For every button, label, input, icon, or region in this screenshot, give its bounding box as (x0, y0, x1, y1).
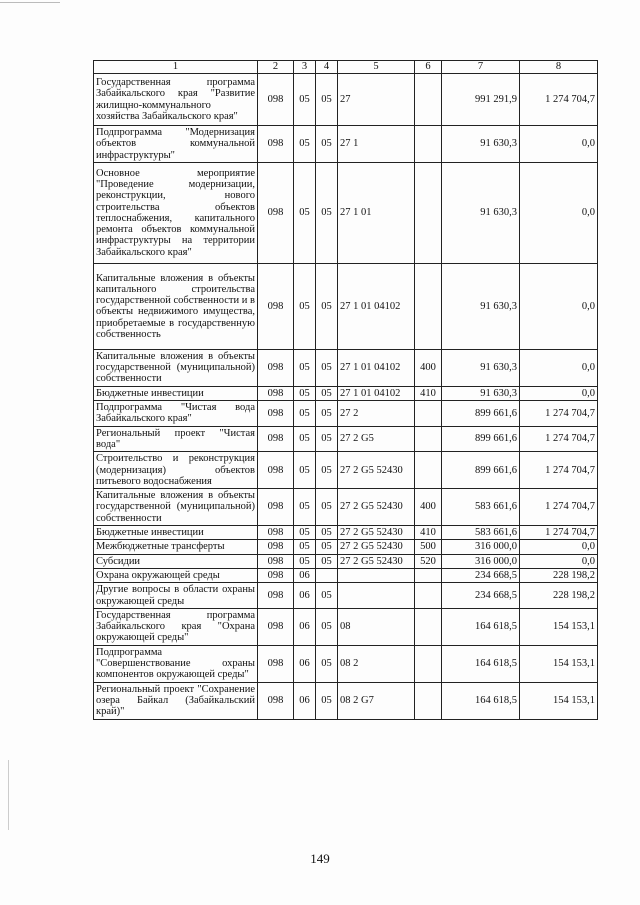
row-name-cell: Подпрограмма "Совершенствование охраны компонентов окружающей среды" (94, 645, 258, 682)
section-code-cell: 05 (294, 386, 316, 400)
subsection-code-cell: 05 (316, 74, 338, 126)
section-code-cell: 05 (294, 349, 316, 386)
amount-year2-cell: 154 153,1 (520, 682, 598, 719)
target-article-cell (338, 583, 415, 609)
grbs-code-cell: 098 (258, 401, 294, 427)
row-name-cell: Охрана окружающей среды (94, 568, 258, 582)
amount-year1-cell: 991 291,9 (442, 74, 520, 126)
target-article-cell: 27 2 G5 52430 (338, 452, 415, 489)
subsection-code-cell: 05 (316, 608, 338, 645)
grbs-code-cell: 098 (258, 568, 294, 582)
row-name-cell: Строительство и реконструкция (модернизация) объектов питьевого водоснабжения (94, 452, 258, 489)
expense-type-cell (415, 608, 442, 645)
grbs-code-cell: 098 (258, 526, 294, 540)
column-header-4: 4 (316, 61, 338, 74)
subsection-code-cell: 05 (316, 452, 338, 489)
row-name-cell: Бюджетные инвестиции (94, 386, 258, 400)
grbs-code-cell: 098 (258, 426, 294, 452)
amount-year2-cell: 228 198,2 (520, 568, 598, 582)
amount-year2-cell: 228 198,2 (520, 583, 598, 609)
grbs-code-cell: 098 (258, 608, 294, 645)
table-row (94, 126, 598, 163)
grbs-code-cell: 098 (258, 386, 294, 400)
table-header (94, 61, 598, 74)
column-header-5: 5 (338, 61, 415, 74)
section-code-cell: 06 (294, 608, 316, 645)
grbs-code-cell: 098 (258, 489, 294, 526)
expense-type-cell (415, 263, 442, 349)
subsection-code-cell: 05 (316, 489, 338, 526)
amount-year1-cell: 91 630,3 (442, 263, 520, 349)
section-code-cell: 05 (294, 540, 316, 554)
section-code-cell: 05 (294, 452, 316, 489)
target-article-cell: 27 2 (338, 401, 415, 427)
table-row (94, 162, 598, 263)
amount-year1-cell: 234 668,5 (442, 583, 520, 609)
column-header-3: 3 (294, 61, 316, 74)
target-article-cell: 27 1 01 04102 (338, 349, 415, 386)
row-name-cell: Капитальные вложения в объекты государственной (муниципальной) собственности (94, 489, 258, 526)
expense-type-cell (415, 401, 442, 427)
grbs-code-cell: 098 (258, 452, 294, 489)
scan-artifact-top (0, 2, 60, 3)
amount-year1-cell: 164 618,5 (442, 608, 520, 645)
section-code-cell: 05 (294, 489, 316, 526)
row-name-cell: Субсидии (94, 554, 258, 568)
amount-year1-cell: 899 661,6 (442, 426, 520, 452)
expense-type-cell (415, 568, 442, 582)
row-name-cell: Другие вопросы в области охраны окружающей среды (94, 583, 258, 609)
amount-year2-cell: 0,0 (520, 162, 598, 263)
subsection-code-cell: 05 (316, 263, 338, 349)
target-article-cell (338, 568, 415, 582)
expense-type-cell: 500 (415, 540, 442, 554)
budget-table (93, 60, 598, 720)
grbs-code-cell: 098 (258, 126, 294, 163)
table-row (94, 645, 598, 682)
column-header-6: 6 (415, 61, 442, 74)
row-name-cell: Государственная программа Забайкальского края "Развитие жилищно-коммунального хозяйства Забайкальского края" (94, 74, 258, 126)
expense-type-cell: 520 (415, 554, 442, 568)
section-code-cell: 05 (294, 554, 316, 568)
target-article-cell: 08 (338, 608, 415, 645)
amount-year2-cell: 1 274 704,7 (520, 74, 598, 126)
expense-type-cell (415, 426, 442, 452)
expense-type-cell: 410 (415, 526, 442, 540)
section-code-cell: 05 (294, 126, 316, 163)
page-number: 149 (310, 851, 330, 866)
amount-year2-cell: 0,0 (520, 540, 598, 554)
table-row (94, 401, 598, 427)
subsection-code-cell: 05 (316, 682, 338, 719)
amount-year2-cell: 154 153,1 (520, 645, 598, 682)
subsection-code-cell: 05 (316, 126, 338, 163)
table-row (94, 608, 598, 645)
amount-year1-cell: 164 618,5 (442, 682, 520, 719)
amount-year1-cell: 91 630,3 (442, 162, 520, 263)
expense-type-cell (415, 645, 442, 682)
amount-year1-cell: 583 661,6 (442, 489, 520, 526)
subsection-code-cell: 05 (316, 401, 338, 427)
grbs-code-cell: 098 (258, 349, 294, 386)
table-row (94, 554, 598, 568)
table-row (94, 583, 598, 609)
amount-year1-cell: 899 661,6 (442, 452, 520, 489)
section-code-cell: 05 (294, 526, 316, 540)
table-body (94, 74, 598, 720)
section-code-cell: 05 (294, 426, 316, 452)
row-name-cell: Основное мероприятие "Проведение модернизации, реконструкции, нового строительства объектов теплоснабжения, капитального ремонта объектов коммунальной инфраструктуры на территории Забайкальского края" (94, 162, 258, 263)
amount-year2-cell: 0,0 (520, 386, 598, 400)
amount-year1-cell: 316 000,0 (442, 554, 520, 568)
column-header-2: 2 (258, 61, 294, 74)
subsection-code-cell: 05 (316, 540, 338, 554)
table-row (94, 263, 598, 349)
target-article-cell: 27 2 G5 52430 (338, 526, 415, 540)
expense-type-cell (415, 74, 442, 126)
expense-type-cell: 400 (415, 349, 442, 386)
grbs-code-cell: 098 (258, 74, 294, 126)
table-row (94, 526, 598, 540)
expense-type-cell (415, 682, 442, 719)
subsection-code-cell: 05 (316, 526, 338, 540)
amount-year2-cell: 1 274 704,7 (520, 489, 598, 526)
row-name-cell: Подпрограмма "Чистая вода Забайкальского края" (94, 401, 258, 427)
target-article-cell: 08 2 (338, 645, 415, 682)
row-name-cell: Региональный проект "Сохранение озера Байкал (Забайкальский край)" (94, 682, 258, 719)
table-row (94, 386, 598, 400)
subsection-code-cell: 05 (316, 426, 338, 452)
amount-year1-cell: 316 000,0 (442, 540, 520, 554)
amount-year1-cell: 91 630,3 (442, 349, 520, 386)
column-header-1: 1 (94, 61, 258, 74)
subsection-code-cell: 05 (316, 645, 338, 682)
amount-year2-cell: 1 274 704,7 (520, 526, 598, 540)
amount-year2-cell: 1 274 704,7 (520, 401, 598, 427)
grbs-code-cell: 098 (258, 682, 294, 719)
section-code-cell: 05 (294, 401, 316, 427)
target-article-cell: 08 2 G7 (338, 682, 415, 719)
amount-year1-cell: 91 630,3 (442, 386, 520, 400)
expense-type-cell: 400 (415, 489, 442, 526)
amount-year1-cell: 91 630,3 (442, 126, 520, 163)
section-code-cell: 05 (294, 263, 316, 349)
target-article-cell: 27 2 G5 52430 (338, 554, 415, 568)
section-code-cell: 06 (294, 645, 316, 682)
table-row (94, 568, 598, 582)
row-name-cell: Межбюджетные трансферты (94, 540, 258, 554)
target-article-cell: 27 1 01 (338, 162, 415, 263)
column-header-7: 7 (442, 61, 520, 74)
target-article-cell: 27 1 01 04102 (338, 263, 415, 349)
target-article-cell: 27 1 (338, 126, 415, 163)
section-code-cell: 06 (294, 568, 316, 582)
section-code-cell: 05 (294, 74, 316, 126)
subsection-code-cell: 05 (316, 583, 338, 609)
row-name-cell: Капитальные вложения в объекты капитального строительства государственной собственности и в объекты недвижимого имущества, приобретаемые в государственную собственность (94, 263, 258, 349)
amount-year1-cell: 899 661,6 (442, 401, 520, 427)
amount-year2-cell: 0,0 (520, 349, 598, 386)
amount-year2-cell: 0,0 (520, 554, 598, 568)
grbs-code-cell: 098 (258, 554, 294, 568)
expense-type-cell (415, 126, 442, 163)
column-header-8: 8 (520, 61, 598, 74)
expense-type-cell (415, 162, 442, 263)
row-name-cell: Региональный проект "Чистая вода" (94, 426, 258, 452)
amount-year1-cell: 583 661,6 (442, 526, 520, 540)
row-name-cell: Подпрограмма "Модернизация объектов коммунальной инфраструктуры" (94, 126, 258, 163)
row-name-cell: Капитальные вложения в объекты государственной (муниципальной) собственности (94, 349, 258, 386)
target-article-cell: 27 2 G5 (338, 426, 415, 452)
subsection-code-cell: 05 (316, 554, 338, 568)
target-article-cell: 27 2 G5 52430 (338, 540, 415, 554)
subsection-code-cell: 05 (316, 386, 338, 400)
target-article-cell: 27 1 01 04102 (338, 386, 415, 400)
table-row (94, 682, 598, 719)
table-row (94, 452, 598, 489)
grbs-code-cell: 098 (258, 583, 294, 609)
amount-year2-cell: 1 274 704,7 (520, 426, 598, 452)
subsection-code-cell: 05 (316, 162, 338, 263)
expense-type-cell (415, 583, 442, 609)
scan-artifact-left (8, 760, 9, 830)
grbs-code-cell: 098 (258, 263, 294, 349)
section-code-cell: 06 (294, 583, 316, 609)
amount-year2-cell: 154 153,1 (520, 608, 598, 645)
target-article-cell: 27 (338, 74, 415, 126)
table-row (94, 489, 598, 526)
grbs-code-cell: 098 (258, 645, 294, 682)
subsection-code-cell (316, 568, 338, 582)
table-row (94, 426, 598, 452)
expense-type-cell: 410 (415, 386, 442, 400)
row-name-cell: Государственная программа Забайкальского края "Охрана окружающей среды" (94, 608, 258, 645)
grbs-code-cell: 098 (258, 540, 294, 554)
target-article-cell: 27 2 G5 52430 (338, 489, 415, 526)
grbs-code-cell: 098 (258, 162, 294, 263)
section-code-cell: 05 (294, 162, 316, 263)
amount-year2-cell: 0,0 (520, 126, 598, 163)
header-row (94, 61, 598, 74)
amount-year1-cell: 234 668,5 (442, 568, 520, 582)
row-name-cell: Бюджетные инвестиции (94, 526, 258, 540)
expense-type-cell (415, 452, 442, 489)
table-row (94, 349, 598, 386)
amount-year1-cell: 164 618,5 (442, 645, 520, 682)
section-code-cell: 06 (294, 682, 316, 719)
table-row (94, 74, 598, 126)
subsection-code-cell: 05 (316, 349, 338, 386)
amount-year2-cell: 1 274 704,7 (520, 452, 598, 489)
amount-year2-cell: 0,0 (520, 263, 598, 349)
table-row (94, 540, 598, 554)
